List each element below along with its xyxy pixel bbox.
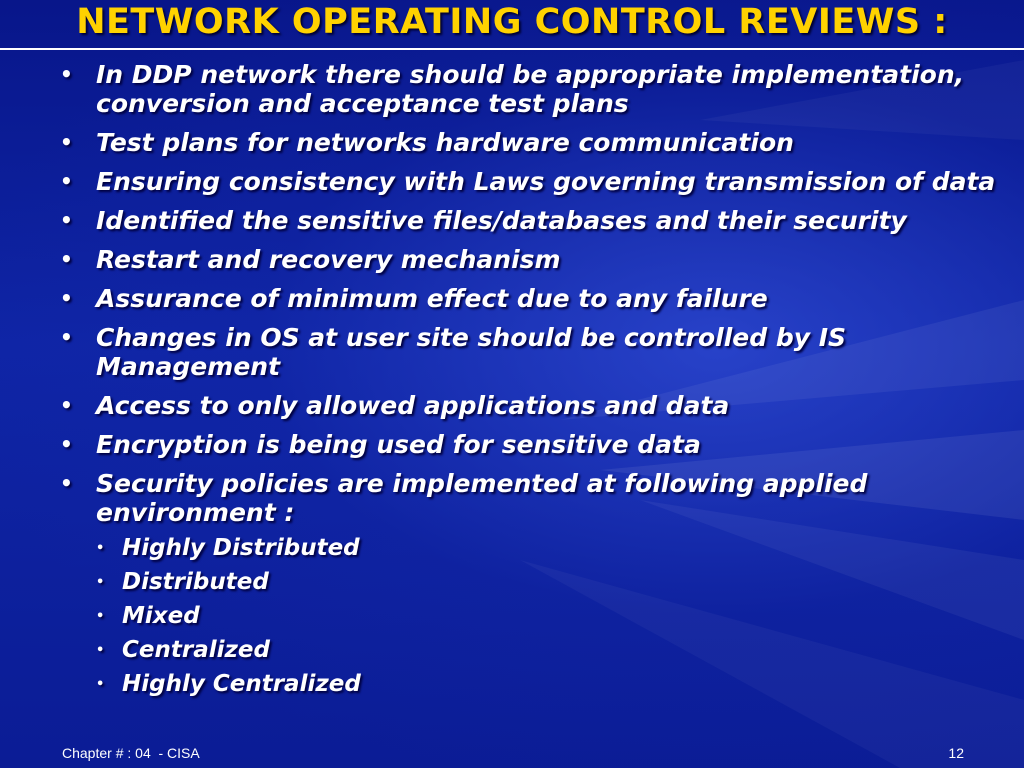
- bullet-dot-icon: •: [60, 130, 73, 154]
- bullet-item: [58, 469, 1008, 698]
- bullet-text: In DDP network there should be appropriate implementation, conversion and acceptance test plans: [96, 60, 965, 118]
- sub-bullet-text: Highly Centralized: [122, 671, 361, 697]
- footer-chapter: Chapter # : 04 - CISA: [62, 745, 200, 761]
- sub-bullet-dot-icon: •: [96, 575, 105, 590]
- bullet-text: Assurance of minimum effect due to any failure: [96, 284, 768, 313]
- bullet-dot-icon: •: [60, 432, 73, 456]
- bullet-item: [58, 60, 1008, 118]
- bullet-dot-icon: •: [60, 325, 73, 349]
- sub-bullet-item: [96, 671, 1008, 698]
- sub-bullet-text: Highly Distributed: [122, 535, 360, 561]
- title-divider: [0, 48, 1024, 50]
- bullet-item: [58, 323, 1008, 381]
- bullet-text: Access to only allowed applications and data: [96, 391, 730, 420]
- sub-bullet-item: [96, 569, 1008, 596]
- bullet-text: Security policies are implemented at following applied environment :: [96, 469, 868, 527]
- bullet-text: Identified the sensitive files/databases and their security: [96, 206, 907, 235]
- bullet-item: [58, 128, 1008, 157]
- sub-bullet-dot-icon: •: [96, 643, 105, 658]
- sub-bullet-dot-icon: •: [96, 541, 105, 556]
- sub-bullet-dot-icon: •: [96, 609, 105, 624]
- sub-bullet-item: [96, 637, 1008, 664]
- bullet-list: [58, 60, 1008, 708]
- bullet-item: [58, 167, 1008, 196]
- bullet-item: [58, 245, 1008, 274]
- sub-bullet-list: [96, 535, 1008, 698]
- sub-bullet-item: [96, 603, 1008, 630]
- bullet-text: Restart and recovery mechanism: [96, 245, 561, 274]
- sub-bullet-text: Mixed: [122, 603, 200, 629]
- bullet-text: Changes in OS at user site should be controlled by IS Management: [96, 323, 847, 381]
- sub-bullet-dot-icon: •: [96, 677, 105, 692]
- bullet-text: Ensuring consistency with Laws governing transmission of data: [96, 167, 996, 196]
- bullet-dot-icon: •: [60, 169, 73, 193]
- bullet-dot-icon: •: [60, 471, 73, 495]
- bullet-item: [58, 284, 1008, 313]
- sub-bullet-text: Distributed: [122, 569, 269, 595]
- footer-page-number: 12: [948, 745, 964, 761]
- bullet-dot-icon: •: [60, 393, 73, 417]
- bullet-dot-icon: •: [60, 208, 73, 232]
- bullet-text: Encryption is being used for sensitive data: [96, 430, 701, 459]
- sub-bullet-text: Centralized: [122, 637, 270, 663]
- bullet-item: [58, 391, 1008, 420]
- bullet-dot-icon: •: [60, 62, 73, 86]
- bullet-dot-icon: •: [60, 286, 73, 310]
- bullet-item: [58, 206, 1008, 235]
- bullet-text: Test plans for networks hardware communication: [96, 128, 794, 157]
- sub-bullet-item: [96, 535, 1008, 562]
- bullet-dot-icon: •: [60, 247, 73, 271]
- bullet-item: [58, 430, 1008, 459]
- slide-title: NETWORK OPERATING CONTROL REVIEWS :: [76, 2, 948, 42]
